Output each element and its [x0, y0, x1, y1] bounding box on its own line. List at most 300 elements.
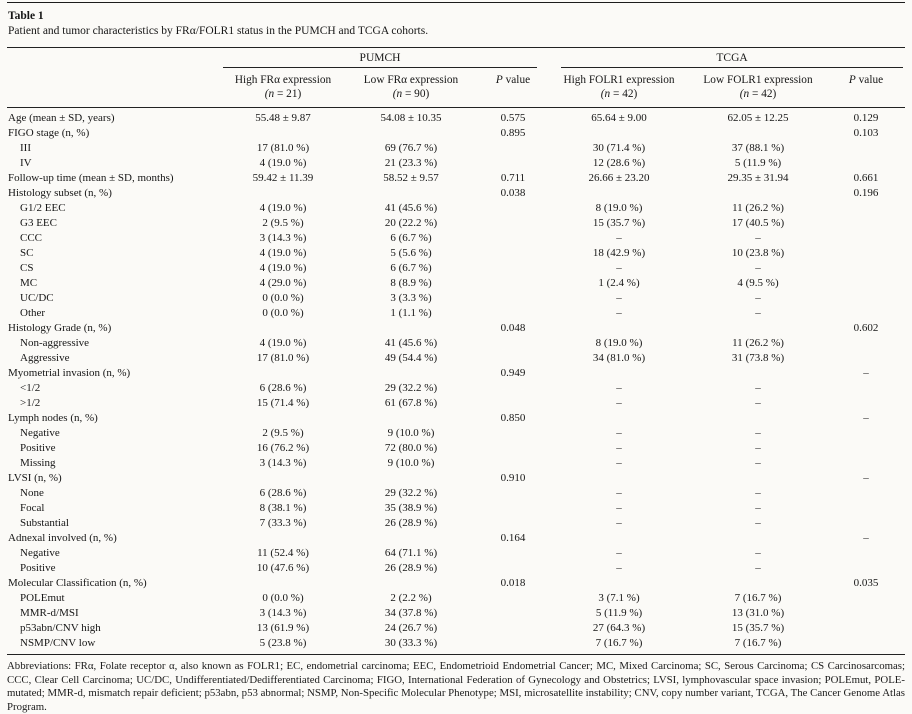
table-row [7, 201, 905, 216]
row-label: MC [20, 277, 38, 289]
table-cell [477, 426, 549, 441]
table-cell [477, 561, 549, 576]
table-cell: 2 (9.5 %) [262, 427, 304, 439]
table-cell [827, 456, 905, 471]
table-cell: 2 (9.5 %) [262, 217, 304, 229]
table-cell: – [755, 517, 761, 529]
table-cell: 26.66 ± 23.20 [588, 172, 650, 184]
table-cell: 7 (16.7 %) [595, 637, 643, 649]
table-cell [477, 441, 549, 456]
table-row [7, 156, 905, 171]
table-cell: – [616, 457, 622, 469]
table-cell: 41 (45.6 %) [384, 337, 438, 349]
table-cell: – [755, 232, 761, 244]
row-label: SC [20, 247, 34, 259]
table-cell: 62.05 ± 12.25 [727, 112, 789, 124]
table-cell [477, 381, 549, 396]
table-row [7, 411, 905, 426]
table-cell: 13 (31.0 %) [731, 607, 785, 619]
table-cell [477, 141, 549, 156]
table-cell: 9 (10.0 %) [387, 457, 435, 469]
row-label: Myometrial invasion (n, %) [8, 367, 131, 379]
table-cell: 6 (28.6 %) [259, 382, 307, 394]
table-row [7, 486, 905, 501]
table-row [7, 216, 905, 231]
table-cell: 0.895 [500, 127, 526, 139]
column-header-line1: Low FRα expression [363, 74, 459, 86]
table-cell: 15 (35.7 %) [592, 217, 646, 229]
table-cell: 27 (64.3 %) [592, 622, 646, 634]
table-cell: 21 (23.3 %) [384, 157, 438, 169]
table-cell [221, 471, 345, 486]
table-cell: – [616, 397, 622, 409]
table-row [7, 321, 905, 336]
table-cell: 4 (19.0 %) [259, 262, 307, 274]
table-cell [827, 381, 905, 396]
table-cell [549, 471, 689, 486]
table-row [7, 606, 905, 621]
table-cell: 69 (76.7 %) [384, 142, 438, 154]
column-header-line1: High FOLR1 expression [563, 74, 675, 86]
table-row [7, 141, 905, 156]
table-cell: 24 (26.7 %) [384, 622, 438, 634]
table-row [7, 171, 905, 186]
table-cell [477, 396, 549, 411]
table-cell: 4 (19.0 %) [259, 247, 307, 259]
column-header-high-folr1 [549, 68, 689, 108]
table-cell: 17 (81.0 %) [256, 352, 310, 364]
table-cell: 5 (5.6 %) [390, 247, 432, 259]
table-cell: 0.018 [500, 577, 526, 589]
table-cell: 41 (45.6 %) [384, 202, 438, 214]
table-cell [477, 291, 549, 306]
table-cell: 15 (35.7 %) [731, 622, 785, 634]
row-label: Follow-up time (mean ± SD, months) [8, 172, 174, 184]
table-cell: 6 (28.6 %) [259, 487, 307, 499]
row-label: None [20, 487, 44, 499]
table-cell [345, 126, 477, 141]
table-cell: 55.48 ± 9.87 [255, 112, 311, 124]
row-label: Molecular Classification (n, %) [8, 577, 147, 589]
table-cell: 5 (23.8 %) [259, 637, 307, 649]
table-cell [827, 276, 905, 291]
table-cell [477, 261, 549, 276]
table-cell [345, 321, 477, 336]
table-cell: 7 (16.7 %) [734, 637, 782, 649]
table-cell [477, 621, 549, 636]
column-header-low-fra [345, 68, 477, 108]
group-label-tcga: TCGA [561, 52, 903, 68]
table-cell [477, 546, 549, 561]
row-label: Other [20, 307, 46, 319]
table-row [7, 351, 905, 366]
table-cell [827, 306, 905, 321]
row-label: Positive [20, 562, 56, 574]
table-cell [827, 336, 905, 351]
table-cell: – [616, 547, 622, 559]
table-cell [221, 411, 345, 426]
table-cell [549, 321, 689, 336]
table-cell [477, 246, 549, 261]
table-cell: 0.048 [500, 322, 526, 334]
table-cell [477, 156, 549, 171]
row-label: Substantial [20, 517, 69, 529]
table-cell [477, 456, 549, 471]
row-label: UC/DC [20, 292, 54, 304]
table-row [7, 306, 905, 321]
column-header-line2: (n = 90) [392, 88, 430, 100]
row-label: Missing [20, 457, 56, 469]
table-cell: 3 (14.3 %) [259, 607, 307, 619]
column-header-line1: P value [495, 74, 531, 86]
row-label: Negative [20, 427, 60, 439]
table-cell: – [755, 547, 761, 559]
group-header-tcga [549, 48, 905, 69]
table-cell: 6 (6.7 %) [390, 232, 432, 244]
table-cell: 30 (71.4 %) [592, 142, 646, 154]
table-cell: 0.850 [500, 412, 526, 424]
table-cell: 30 (33.3 %) [384, 637, 438, 649]
table-cell: – [755, 427, 761, 439]
table-cell: – [755, 262, 761, 274]
row-label: POLEmut [20, 592, 65, 604]
table-cell: – [755, 502, 761, 514]
row-label: Lymph nodes (n, %) [8, 412, 98, 424]
table-cell [827, 636, 905, 655]
table-row [7, 546, 905, 561]
table-row [7, 636, 905, 655]
table-cell: – [863, 472, 869, 484]
table-cell: 17 (81.0 %) [256, 142, 310, 154]
table-cell [827, 486, 905, 501]
table-cell: 13 (61.9 %) [256, 622, 310, 634]
table-cell: – [755, 457, 761, 469]
table-cell [549, 126, 689, 141]
table-cell: 15 (71.4 %) [256, 397, 310, 409]
table-cell [549, 186, 689, 201]
table-cell: – [863, 532, 869, 544]
table-cell [345, 186, 477, 201]
table-cell: – [863, 367, 869, 379]
table-cell [477, 486, 549, 501]
table-cell: 4 (19.0 %) [259, 337, 307, 349]
row-label: III [20, 142, 31, 154]
table-cell [477, 306, 549, 321]
table-cell [477, 201, 549, 216]
table-row [7, 441, 905, 456]
top-rule [7, 2, 905, 3]
table-cell [477, 516, 549, 531]
table-cell: – [863, 412, 869, 424]
table-cell: 35 (38.9 %) [384, 502, 438, 514]
table-cell: 17 (40.5 %) [731, 217, 785, 229]
table-cell: 11 (52.4 %) [257, 547, 309, 559]
table-cell [477, 336, 549, 351]
table-row [7, 531, 905, 546]
group-label-pumch: PUMCH [223, 52, 537, 68]
table-row [7, 561, 905, 576]
table-cell: – [616, 232, 622, 244]
table-cell [827, 396, 905, 411]
table-cell [477, 501, 549, 516]
table-body [7, 108, 905, 655]
column-header-line2: (n = 42) [600, 88, 638, 100]
table-cell [827, 231, 905, 246]
row-label: Aggressive [20, 352, 70, 364]
table-cell [827, 291, 905, 306]
column-header-line2: (n = 21) [264, 88, 302, 100]
table-row [7, 381, 905, 396]
table-cell [827, 546, 905, 561]
table-cell: 3 (3.3 %) [390, 292, 432, 304]
table-cell: – [755, 397, 761, 409]
table-cell: 34 (37.8 %) [384, 607, 438, 619]
table-label: Table 1 [8, 10, 44, 22]
table-cell [827, 156, 905, 171]
table-cell [689, 576, 827, 591]
table-row [7, 426, 905, 441]
table-cell: – [616, 502, 622, 514]
group-header-pumch [221, 48, 549, 69]
table-cell: 18 (42.9 %) [592, 247, 646, 259]
table-cell [345, 411, 477, 426]
row-label: MMR-d/MSI [20, 607, 79, 619]
table-cell: 0.949 [500, 367, 526, 379]
table-cell: 26 (28.9 %) [384, 562, 438, 574]
table-cell: 11 (26.2 %) [732, 337, 784, 349]
table-cell: – [616, 307, 622, 319]
table-cell [689, 321, 827, 336]
table-cell: 0.661 [853, 172, 879, 184]
table-cell: 10 (47.6 %) [256, 562, 310, 574]
column-header-line1: Low FOLR1 expression [703, 74, 813, 86]
table-cell [221, 576, 345, 591]
table-cell: – [755, 562, 761, 574]
table-cell: 65.64 ± 9.00 [591, 112, 647, 124]
table-cell [221, 531, 345, 546]
table-cell: – [616, 262, 622, 274]
table-head [7, 48, 905, 108]
table-cell: 12 (28.6 %) [592, 157, 646, 169]
table-cell [827, 261, 905, 276]
column-header-row [7, 68, 905, 108]
table-cell: 61 (67.8 %) [384, 397, 438, 409]
table-cell [827, 606, 905, 621]
table-cell: – [616, 487, 622, 499]
table-row [7, 471, 905, 486]
table-cell: 3 (7.1 %) [598, 592, 640, 604]
table-row [7, 126, 905, 141]
table-cell: 0.711 [500, 172, 526, 184]
table-cell: 0.129 [853, 112, 879, 124]
table-cell: 49 (54.4 %) [384, 352, 438, 364]
table-cell [689, 411, 827, 426]
table-row [7, 456, 905, 471]
table-caption: Patient and tumor characteristics by FRα/FOLR1 status in the PUMCH and TCGA cohorts. [8, 25, 429, 37]
table-cell: 4 (29.0 %) [259, 277, 307, 289]
table-cell [827, 426, 905, 441]
table-row [7, 108, 905, 127]
table-cell [477, 216, 549, 231]
table-cell: 7 (33.3 %) [259, 517, 307, 529]
table-cell: 4 (19.0 %) [259, 157, 307, 169]
table-cell: 0 (0.0 %) [262, 307, 304, 319]
table-row [7, 396, 905, 411]
table-cell: 54.08 ± 10.35 [380, 112, 442, 124]
table-cell [549, 366, 689, 381]
table-row [7, 366, 905, 381]
table-cell [345, 471, 477, 486]
table-row [7, 576, 905, 591]
table-cell [477, 636, 549, 655]
column-header-line2: (n = 42) [739, 88, 777, 100]
row-label: Histology Grade (n, %) [8, 322, 112, 334]
table-cell: 4 (19.0 %) [259, 202, 307, 214]
table-cell [689, 186, 827, 201]
table-cell [827, 246, 905, 261]
table-cell: – [755, 382, 761, 394]
table-cell: 0 (0.0 %) [262, 292, 304, 304]
table-cell [827, 441, 905, 456]
table-cell: – [755, 307, 761, 319]
row-label: Adnexal involved (n, %) [8, 532, 117, 544]
table-cell: 0 (0.0 %) [262, 592, 304, 604]
table-cell [689, 366, 827, 381]
table-cell: 0.910 [500, 472, 526, 484]
table-cell [345, 366, 477, 381]
column-header-pvalue-pumch [477, 68, 549, 108]
row-label: Negative [20, 547, 60, 559]
table-row [7, 336, 905, 351]
table-cell: – [616, 517, 622, 529]
table-cell: – [755, 292, 761, 304]
characteristics-table [7, 47, 905, 655]
table-cell [477, 606, 549, 621]
row-label: <1/2 [20, 382, 41, 394]
table-cell: 20 (22.2 %) [384, 217, 438, 229]
table-cell: 4 (9.5 %) [737, 277, 779, 289]
table-cell: 0.035 [853, 577, 879, 589]
table-cell: 34 (81.0 %) [592, 352, 646, 364]
table-row [7, 516, 905, 531]
row-label: G3 EEC [20, 217, 57, 229]
table-cell [477, 231, 549, 246]
table-cell [221, 366, 345, 381]
table-cell [827, 501, 905, 516]
corner-cell [7, 48, 221, 69]
table-row [7, 276, 905, 291]
row-label: Positive [20, 442, 56, 454]
table-cell: 0.103 [853, 127, 879, 139]
table-cell: – [616, 292, 622, 304]
table-cell: – [616, 427, 622, 439]
table-cell: 7 (16.7 %) [734, 592, 782, 604]
column-header-high-fra [221, 68, 345, 108]
table-cell: – [755, 442, 761, 454]
row-label: FIGO stage (n, %) [8, 127, 90, 139]
table-cell [827, 141, 905, 156]
table-row [7, 231, 905, 246]
table-cell [827, 351, 905, 366]
row-label: Focal [20, 502, 45, 514]
table-cell [827, 516, 905, 531]
row-label: >1/2 [20, 397, 41, 409]
table-cell [689, 531, 827, 546]
table-cell [827, 201, 905, 216]
table-cell: 58.52 ± 9.57 [383, 172, 439, 184]
row-label: CCC [20, 232, 43, 244]
table-cell: 8 (19.0 %) [595, 202, 643, 214]
table-cell: 31 (73.8 %) [731, 352, 785, 364]
column-header-line1: P value [848, 74, 884, 86]
table-cell: 0.196 [853, 187, 879, 199]
column-header-line1: High FRα expression [234, 74, 332, 86]
table-cell: 0.575 [500, 112, 526, 124]
row-label: G1/2 EEC [20, 202, 66, 214]
table-cell: 0.602 [853, 322, 879, 334]
table-cell [549, 411, 689, 426]
table-row [7, 621, 905, 636]
table-cell: 59.42 ± 11.39 [252, 172, 314, 184]
table-cell: 1 (1.1 %) [390, 307, 432, 319]
table-cell [549, 531, 689, 546]
table-cell: 2 (2.2 %) [390, 592, 432, 604]
table-cell: 29.35 ± 31.94 [727, 172, 789, 184]
table-row [7, 186, 905, 201]
table-row [7, 261, 905, 276]
table-cell: – [755, 487, 761, 499]
table-cell [221, 186, 345, 201]
table-cell [827, 621, 905, 636]
table-cell: 10 (23.8 %) [731, 247, 785, 259]
row-label: Non-aggressive [20, 337, 90, 349]
table-row [7, 246, 905, 261]
table-cell: 6 (6.7 %) [390, 262, 432, 274]
table-cell: 1 (2.4 %) [598, 277, 640, 289]
table-cell: 8 (19.0 %) [595, 337, 643, 349]
table-cell: – [616, 562, 622, 574]
table-cell [477, 591, 549, 606]
table-cell: 29 (32.2 %) [384, 382, 438, 394]
table-cell [345, 576, 477, 591]
table-cell: 0.164 [500, 532, 526, 544]
table-row [7, 501, 905, 516]
table-cell: 0.038 [500, 187, 526, 199]
row-label: LVSI (n, %) [8, 472, 62, 484]
table-cell: 3 (14.3 %) [259, 232, 307, 244]
table-cell: – [616, 382, 622, 394]
table-cell [827, 216, 905, 231]
table-cell [689, 126, 827, 141]
table-cell [827, 591, 905, 606]
table-cell: 8 (38.1 %) [259, 502, 307, 514]
table-cell: 5 (11.9 %) [734, 157, 782, 169]
table-cell: 64 (71.1 %) [384, 547, 438, 559]
table-row [7, 291, 905, 306]
table-cell: 16 (76.2 %) [256, 442, 310, 454]
table-cell: 37 (88.1 %) [731, 142, 785, 154]
row-label: Age (mean ± SD, years) [8, 112, 115, 124]
table-cell: – [616, 442, 622, 454]
table-cell [221, 321, 345, 336]
table-cell: 26 (28.9 %) [384, 517, 438, 529]
table-cell [221, 126, 345, 141]
table-cell [477, 351, 549, 366]
table-cell [549, 576, 689, 591]
row-label-header [7, 68, 221, 108]
row-label: p53abn/CNV high [20, 622, 101, 634]
group-header-row [7, 48, 905, 69]
